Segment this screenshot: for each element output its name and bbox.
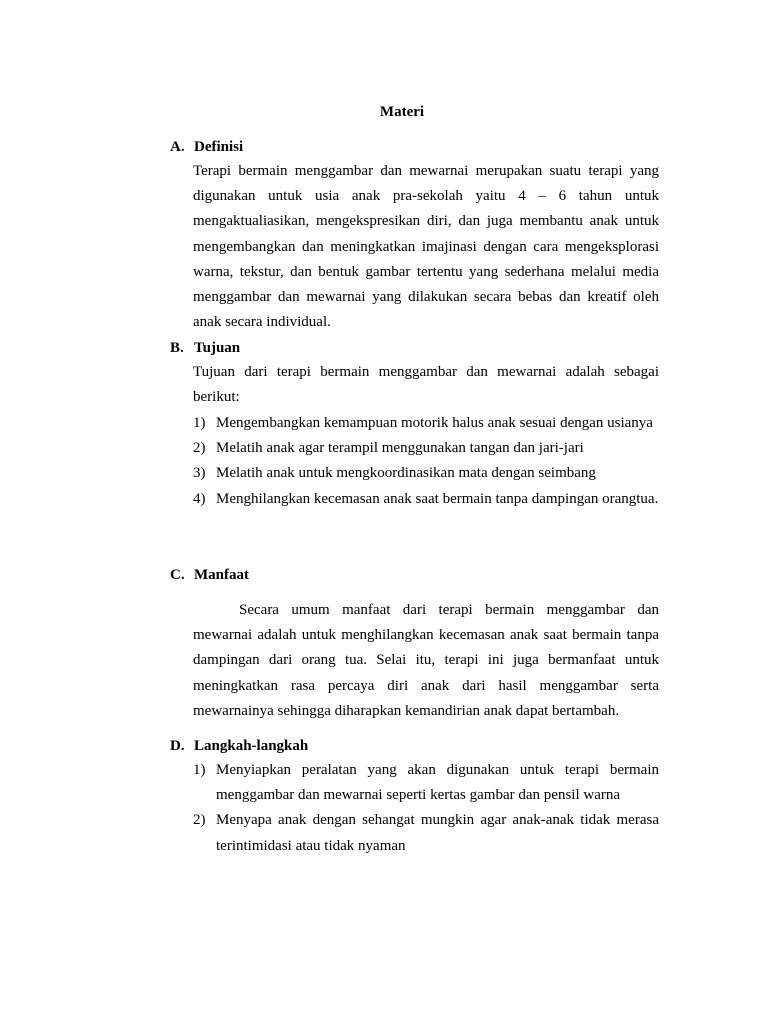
manfaat-paragraph: Secara umum manfaat dari terapi bermain menggambar dan mewarnai adalah untuk menghilangkan kecemasan anak saat bermain tanpa dampingan dari orang tua. Selai itu, terapi ini juga bermanfaat untuk meningkatkan rasa percaya diri anak dari hasil menggambar serta mewarnainya sehingga diharapkan kemandirian anak dapat bertambah. bbox=[193, 602, 659, 719]
list-item-text: Melatih anak untuk mengkoordinasikan mata dengan seimbang bbox=[216, 465, 596, 482]
list-item bbox=[193, 436, 659, 461]
list-item-number: 1) bbox=[193, 415, 206, 431]
list-item bbox=[193, 461, 659, 486]
section-letter: A. bbox=[170, 139, 185, 155]
section-heading-definisi bbox=[170, 137, 660, 157]
list-item bbox=[193, 758, 659, 808]
list-item-number: 1) bbox=[193, 762, 206, 778]
definisi-paragraph: Terapi bermain menggambar dan mewarnai merupakan suatu terapi yang digunakan untuk usia anak pra-sekolah yaitu 4 – 6 tahun untuk mengaktualiasikan, mengekspresikan diri, dan juga membantu anak untuk mengembangkan dan meningkatkan imajinasi dengan cara mengeksplorasi warna, tekstur, dan bentuk gambar tertentu yang sederhana melalui media menggambar dan mewarnai yang dilakukan secara bebas dan kreatif oleh anak secara individual. bbox=[193, 163, 659, 331]
section-title: Manfaat bbox=[194, 567, 249, 583]
list-item-text: Mengembangkan kemampuan motorik halus anak sesuai dengan usianya bbox=[216, 415, 653, 431]
list-item bbox=[193, 487, 659, 512]
list-item-text: Menghilangkan kecemasan anak saat bermain tanpa dampingan orangtua. bbox=[216, 490, 659, 507]
list-item-number: 4) bbox=[193, 490, 206, 507]
section-letter: D. bbox=[170, 738, 185, 754]
tujuan-paragraph: Tujuan dari terapi bermain menggambar dan mewarnai adalah sebagai berikut: bbox=[193, 364, 659, 406]
list-item bbox=[193, 808, 659, 858]
list-item-number: 3) bbox=[193, 465, 206, 482]
section-title: Definisi bbox=[194, 139, 244, 155]
langkah-list bbox=[193, 758, 659, 859]
section-heading-manfaat bbox=[170, 565, 660, 585]
page-title: Materi bbox=[379, 104, 425, 120]
list-item bbox=[193, 411, 659, 436]
section-title: Tujuan bbox=[194, 340, 241, 356]
section-letter: C. bbox=[170, 567, 185, 583]
section-letter: B. bbox=[170, 340, 184, 356]
tujuan-list bbox=[193, 411, 659, 512]
section-heading-tujuan bbox=[170, 338, 660, 358]
list-item-text: Menyapa anak dengan sehangat mungkin agar anak-anak tidak merasa terintimidasi atau tidak nyaman bbox=[216, 812, 659, 854]
list-item-text: Menyiapkan peralatan yang akan digunakan untuk terapi bermain menggambar dan mewarnai seperti kertas gambar dan pensil warna bbox=[216, 762, 659, 804]
list-item-text: Melatih anak agar terampil menggunakan tangan dan jari-jari bbox=[216, 440, 584, 457]
section-heading-langkah bbox=[170, 736, 660, 756]
list-item-number: 2) bbox=[193, 812, 206, 829]
list-item-number: 2) bbox=[193, 440, 206, 457]
section-title: Langkah-langkah bbox=[194, 738, 309, 754]
